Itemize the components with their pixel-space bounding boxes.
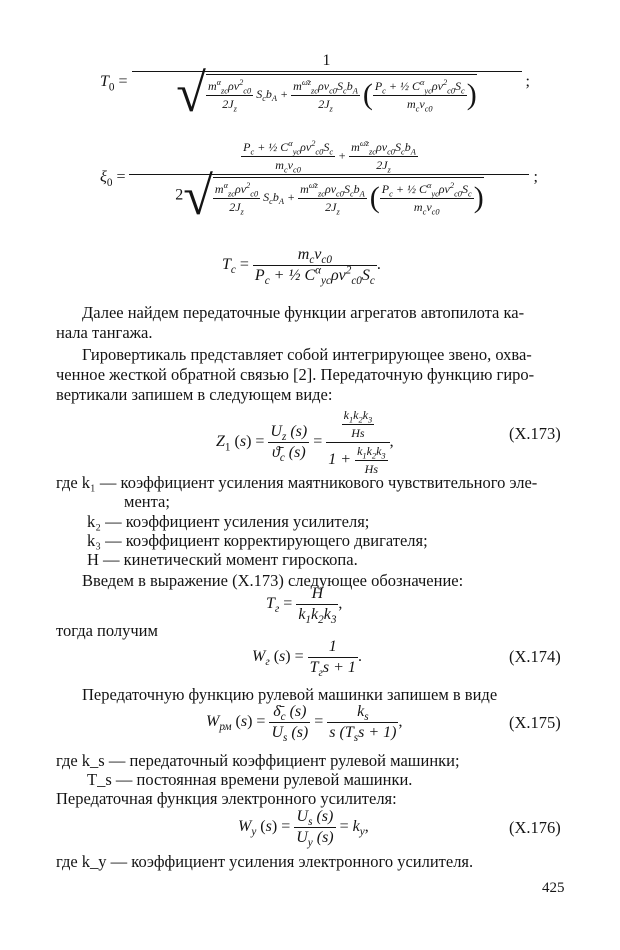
formula-xi0: $\xi_0$ = $P_c$ + ½ $C^\alpha_{yc}\rho v^2_{c0}S_c$ $m_cv_{c0}$ + $m^{\omegāz}_{zc}\rho v_{c0}S_cb_A$ $2J_z$ 2√ $m^\alpha_{zc}\rho v^2_{c0}$ $2J_z$ $S_cb_A$ + $m^{\omegāz}_{zc}\rho v_{c0}S_cb_A$ $2J_z$ ( $P_c$ + ½ $C^\alpha_{yc}\rho v^2_{c0}S_c$ $m_cv_{c0}$ ) ;: [100, 139, 538, 226]
equation-number: (X.175): [509, 713, 561, 732]
definition-ks: где k_s — передаточный коэффициент рулевой машинки;: [56, 751, 460, 770]
paragraph: Гировертикаль представляет собой интегрирующее звено, охва-: [82, 345, 532, 364]
definition-ky: где k_y — коэффициент усиления электронного усилителя.: [56, 852, 474, 871]
paragraph: тогда получим: [56, 621, 158, 640]
formula-X176: $W_y$ (s) = $\frac{U_s (s)}{U_y (s)}$ = $k_y$,: [238, 808, 369, 850]
definition-H: H — кинетический момент гироскопа.: [87, 550, 358, 569]
definition-k3: k₃ — коэффициент корректирующего двигателя;: [87, 531, 428, 550]
definition-k1: где k₁ — коэффициент усиления маятникового чувствительного эле-: [56, 473, 538, 492]
definition-Ts: T_s — постоянная времени рулевой машинки.: [87, 770, 413, 789]
definition-k1-cont: мента;: [124, 492, 170, 511]
formula-Tc: $T_c$ = $m_cv_{c0}$ $P_c$ + ½ $C^\alpha_{yc}\rho v^2_{c0}S_c$ .: [222, 246, 381, 288]
paragraph: Далее найдем передаточные функции агрегатов автопилота ка-: [82, 303, 525, 322]
equation-number: (X.176): [509, 818, 561, 837]
paragraph: Передаточная функция электронного усилителя:: [56, 789, 397, 808]
paragraph: Передаточную функцию рулевой машинки запишем в виде: [82, 685, 498, 704]
equation-number: (X.173): [509, 424, 561, 443]
formula-X174: $W_г$ (s) = 1 $T_гs + 1$ .: [252, 638, 362, 680]
page-number: 425: [542, 880, 565, 896]
formula-T0: $T_0$ = 1 √ $m^\alpha_{zc}\rho v^2_{c0}$ $2J_z$ $S_cb_A$ + $m^{\omegāz}_{zc}\rho v_{c0}S_cb_A$ $2J_z$ ( $P_c$ + ½ $C^\alpha_{yc}\rho v^2_{c0}S_c$ $m_cv_{c0}$ ) ;: [100, 52, 530, 123]
formula-Tg: $T_г$ = $\frac{H}{k_1k_2k_3}$ ,: [266, 585, 343, 627]
paragraph: ченное жесткой обратной связью [2]. Передаточную функцию гиро-: [56, 365, 535, 384]
paragraph: вертикали запишем в следующем виде:: [56, 385, 333, 404]
equation-number: (X.174): [509, 647, 561, 666]
formula-X173: $Z_1$ (s) = $\frac{U_z (s)}{ϑ̄_c (s)}$ = $\frac{k_1k_2k_3}{Hs}$ 1 + $\frac{k_1k_2k_3}{Hs}$ ,: [216, 408, 394, 476]
formula-X175: $W_{рм}$ (s) = $\frac{\deltā_c (s)}{U_s (s)}$ = $k_s$ s $(T_ss + 1)$ ,: [206, 703, 403, 745]
definition-k2: k₂ — коэффициент усиления усилителя;: [87, 512, 370, 531]
paragraph: Введем в выражение (X.173) следующее обозначение:: [82, 571, 464, 590]
paragraph: нала тангажа.: [56, 323, 153, 342]
